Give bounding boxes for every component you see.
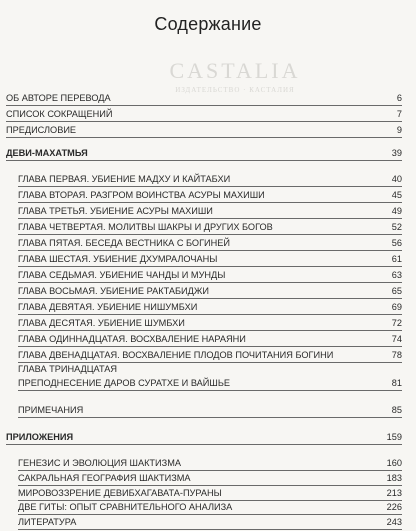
page-title: Содержание xyxy=(154,14,262,34)
toc-entry-page: 40 xyxy=(391,174,402,184)
toc-entry-page: 52 xyxy=(391,222,402,232)
toc-entry-label: САКРАЛЬНАЯ ГЕОГРАФИЯ ШАКТИЗМА xyxy=(18,473,191,483)
toc-entry-label: ДВЕ ГИТЫ: ОПЫТ СРАВНИТЕЛЬНОГО АНАЛИЗА xyxy=(18,502,233,512)
toc-entry-rule xyxy=(18,346,402,347)
toc-entry-label: ГЛАВА ШЕСТАЯ. УБИЕНИЕ ДХУМРАЛОЧАНЫ xyxy=(18,254,218,264)
toc-entry-rule xyxy=(18,485,402,486)
toc-entry-label: ГЛАВА ДВЕНАДЦАТАЯ. ВОСХВАЛЕНИЕ ПЛОДОВ ПОЧИТАНИЯ БОГИНИ xyxy=(18,350,334,360)
toc-entry-page: 61 xyxy=(391,254,402,264)
toc-section[interactable] xyxy=(6,432,402,445)
toc-entry-page: 72 xyxy=(391,318,402,328)
toc-entry[interactable] xyxy=(6,93,402,106)
toc-entry-page: 9 xyxy=(396,125,402,135)
toc-entry-rule xyxy=(18,330,402,331)
toc-entry-rule xyxy=(18,234,402,235)
toc-entry[interactable] xyxy=(18,174,402,187)
toc-entry[interactable] xyxy=(18,350,402,363)
toc-entry-page: 160 xyxy=(386,458,402,468)
toc-entry[interactable] xyxy=(6,109,402,122)
toc-entry-rule xyxy=(18,202,402,203)
toc-section[interactable] xyxy=(6,148,402,161)
toc-entry[interactable] xyxy=(18,458,402,471)
toc-entry[interactable] xyxy=(18,364,402,377)
toc-entry-label: ПРИМЕЧАНИЯ xyxy=(18,405,84,415)
toc-entry-page: 45 xyxy=(391,190,402,200)
toc-entry-label: МИРОВОЗЗРЕНИЕ ДЕВИБХАГАВАТА-ПУРАНЫ xyxy=(18,488,222,498)
toc-entry-page: 56 xyxy=(391,238,402,248)
toc-entry-page: 81 xyxy=(391,378,402,388)
toc-entry-rule xyxy=(6,444,402,445)
toc-entry-rule xyxy=(18,218,402,219)
toc-entry[interactable] xyxy=(18,405,402,418)
toc-entry[interactable] xyxy=(18,318,402,331)
toc-entry-label: ГЛАВА ОДИННАДЦАТАЯ. ВОСХВАЛЕНИЕ НАРАЯНИ xyxy=(18,334,246,344)
publisher-watermark xyxy=(160,58,310,94)
toc-entry-label: ГЛАВА ДЕСЯТАЯ. УБИЕНИЕ ШУМБХИ xyxy=(18,318,185,328)
toc-entry-page: 226 xyxy=(386,502,402,512)
toc-entry[interactable] xyxy=(18,190,402,203)
toc-entry[interactable] xyxy=(18,488,402,501)
toc-entry-page: 183 xyxy=(386,473,402,483)
toc-entry-rule xyxy=(18,390,402,391)
toc-entry-label: ГЛАВА ЧЕТВЕРТАЯ. МОЛИТВЫ ШАКРЫ И ДРУГИХ БОГОВ xyxy=(18,222,273,232)
toc-entry[interactable] xyxy=(18,473,402,486)
toc-entry-rule xyxy=(18,186,402,187)
toc-entry-rule xyxy=(6,137,402,138)
toc-entry-label: ЛИТЕРАТУРА xyxy=(18,517,77,527)
toc-entry-label: ГЛАВА ПЯТАЯ. БЕСЕДА ВЕСТНИКА С БОГИНЕЙ xyxy=(18,238,231,248)
toc-entry-page: 243 xyxy=(386,517,402,527)
watermark-line-2: ИЗДАТЕЛЬСТВО · КАСТАЛИЯ xyxy=(175,86,295,94)
toc-entry-label: ПРЕДИСЛОВИЕ xyxy=(6,125,77,135)
toc-entry[interactable] xyxy=(18,302,402,315)
toc-entry-rule xyxy=(18,282,402,283)
toc-entry-label: ГЛАВА СЕДЬМАЯ. УБИЕНИЕ ЧАНДЫ И МУНДЫ xyxy=(18,270,226,280)
toc-entry-rule xyxy=(18,470,402,471)
toc-entry-rule xyxy=(6,105,402,106)
toc-entry-label: ГЕНЕЗИС И ЭВОЛЮЦИЯ ШАКТИЗМА xyxy=(18,458,181,468)
toc-entry-page: 213 xyxy=(386,488,402,498)
toc-entry-page: 78 xyxy=(391,350,402,360)
toc-entry-page: 74 xyxy=(391,334,402,344)
toc-entry-label: ПРЕПОДНЕСЕНИЕ ДАРОВ СУРАТХЕ И ВАЙШЬЕ xyxy=(18,378,230,388)
toc-entry-label: ОБ АВТОРЕ ПЕРЕВОДА xyxy=(6,93,111,103)
toc-entry-label: ГЛАВА ВТОРАЯ. РАЗГРОМ ВОИНСТВА АСУРЫ МАХИШИ xyxy=(18,190,265,200)
watermark-line-1: CASTALIA xyxy=(169,58,301,83)
toc-entry-rule xyxy=(6,160,402,161)
toc-entry[interactable] xyxy=(18,238,402,251)
toc-entry-page: 49 xyxy=(391,206,402,216)
toc-entry-page: 39 xyxy=(391,148,402,158)
toc-entry-label: ГЛАВА ТРЕТЬЯ. УБИЕНИЕ АСУРЫ МАХИШИ xyxy=(18,206,213,216)
toc-entry-page: 69 xyxy=(391,302,402,312)
toc-entry[interactable] xyxy=(18,378,402,391)
toc-entry-rule xyxy=(18,417,402,418)
toc-entry[interactable] xyxy=(18,286,402,299)
toc-section-label: ПРИЛОЖЕНИЯ xyxy=(6,432,74,442)
toc-entry-rule xyxy=(6,121,402,122)
toc-entry[interactable] xyxy=(18,206,402,219)
toc-entry-page: 63 xyxy=(391,270,402,280)
toc-entry-page: 65 xyxy=(391,286,402,296)
toc-entry-label: ГЛАВА ТРИНАДЦАТАЯ xyxy=(18,364,118,374)
toc-entry-rule xyxy=(18,529,402,530)
toc-entry-label: ГЛАВА ВОСЬМАЯ. УБИЕНИЕ РАКТАБИДЖИ xyxy=(18,286,209,296)
toc-entry[interactable] xyxy=(18,222,402,235)
toc-entry-label: СПИСОК СОКРАЩЕНИЙ xyxy=(6,109,113,119)
toc-entry-rule xyxy=(18,266,402,267)
toc-entry-label: ГЛАВА ПЕРВАЯ. УБИЕНИЕ МАДХУ И КАЙТАБХИ xyxy=(18,174,231,184)
toc-entry-page: 7 xyxy=(396,109,402,119)
toc-entry-page: 85 xyxy=(391,405,402,415)
toc-entry[interactable] xyxy=(18,270,402,283)
toc-entry-page: 6 xyxy=(396,93,402,103)
toc-entry-rule xyxy=(18,250,402,251)
toc-entry[interactable] xyxy=(18,334,402,347)
toc-entry[interactable] xyxy=(18,254,402,267)
toc-entry-rule xyxy=(18,314,402,315)
toc-entry-page: 159 xyxy=(386,432,402,442)
toc-section-label: ДЕВИ-МАХАТМЬЯ xyxy=(6,148,88,158)
toc-entry[interactable] xyxy=(18,502,402,515)
toc-entry[interactable] xyxy=(18,517,402,530)
toc-entry-rule xyxy=(18,298,402,299)
toc-entry-label: ГЛАВА ДЕВЯТАЯ. УБИЕНИЕ НИШУМБХИ xyxy=(18,302,198,312)
toc-entry-rule xyxy=(18,514,402,515)
toc-entry[interactable] xyxy=(6,125,402,138)
